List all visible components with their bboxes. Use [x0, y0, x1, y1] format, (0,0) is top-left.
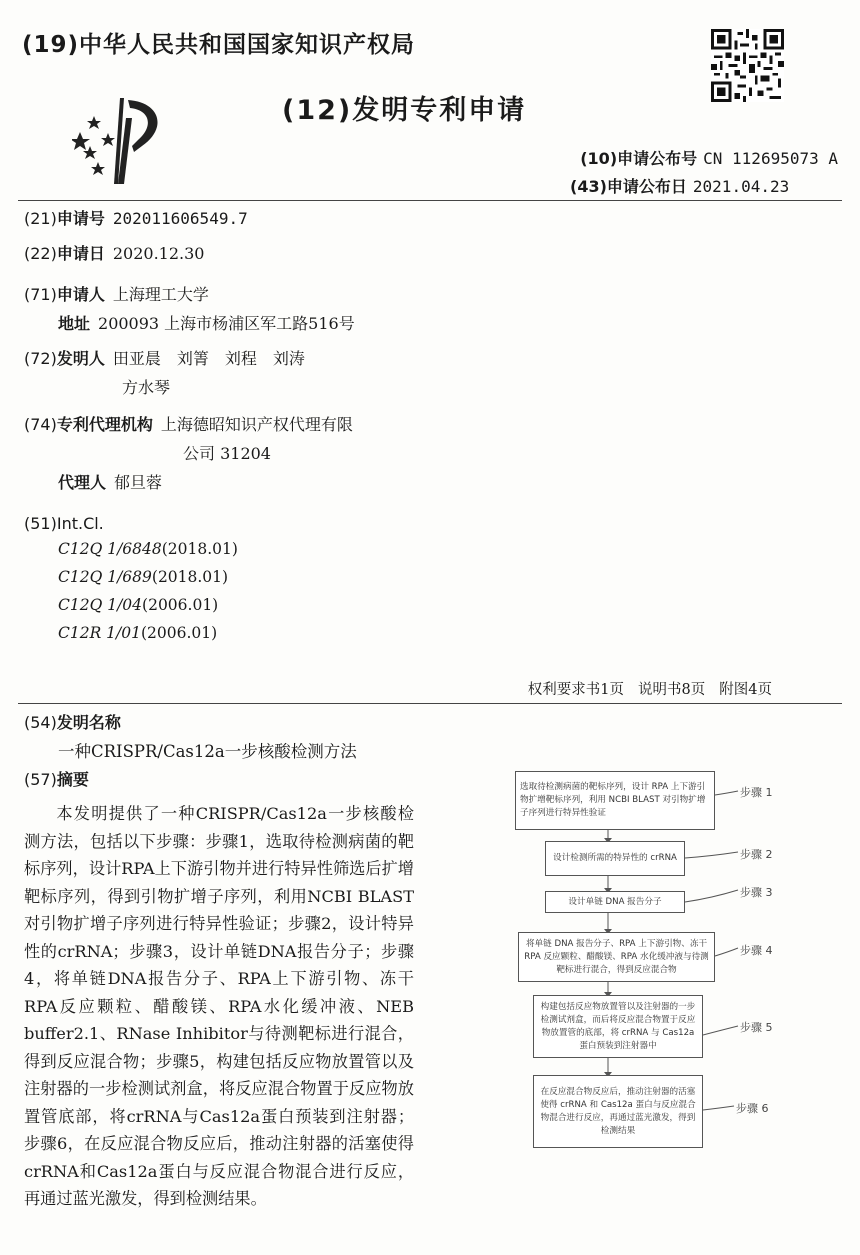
publication-number: CN 112695073 A	[703, 149, 838, 168]
flow-step-1-box: 选取待检测病菌的靶标序列，设计 RPA 上下游引物扩增靶标序列，利用 NCBI BLAST 对引物扩增子序列进行特异性验证	[515, 771, 715, 830]
agent: 郁旦蓉	[114, 473, 163, 492]
office-name: (19)中华人民共和国国家知识产权局	[22, 32, 416, 58]
abstract-heading	[24, 767, 97, 793]
invention-title: 一种CRISPR/Cas12a一步核酸检测方法	[58, 742, 357, 761]
drawing-pages: 附图4页	[719, 682, 772, 698]
address: 200093 上海市杨浦区军工路516号	[98, 314, 355, 333]
ipc-class: C12R 1/01	[58, 624, 141, 642]
cnipa-logo-icon	[72, 88, 182, 188]
section-divider	[18, 703, 842, 704]
agent-field	[58, 470, 162, 496]
flow-step-5-label: 步骤 5	[740, 1021, 773, 1034]
field-label: 专利代理机构	[56, 415, 153, 434]
claims-pages: 权利要求书1页	[527, 682, 625, 698]
abstract-text: 本发明提供了一种CRISPR/Cas12a一步核酸检测方法，包括以下步骤：步骤1，选取待检测病菌的靶标序列，设计RPA上下游引物并进行特异性筛选后扩增靶标序列，得到引物扩增子序列，利用NCBI BLAST对引物扩增子序列进行特异性验证；步骤2，设计特异性的crRNA；步骤3，设计单链DNA报告分子；步骤4，将单链DNA报告分子、RPA上下游引物、冻干RPA反应颗粒、醋酸镁、RPA水化缓冲液、NEB buffer2.1、RNase Inhibitor与待测靶标进行混合，得到反应混合物；步骤5，构建包括反应物放置管以及注射器的一步检测试剂盒，将反应混合物置于反应物放置管底部，将crRNA与Cas12a蛋白预装到注射器；步骤6，在反应混合物反应后，推动注射器的活塞使得crRNA和Cas12a蛋白与反应混合物混合进行反应，再通过蓝光激发，得到检测结果。	[24, 804, 414, 1208]
ipc-class: C12Q 1/6848	[58, 540, 162, 558]
header-divider	[18, 200, 842, 201]
agency-field	[24, 412, 353, 438]
applicant-field	[24, 282, 209, 308]
publication-number-label: (10)申请公布号	[580, 149, 698, 168]
intcl-label: Int.Cl.	[56, 514, 104, 533]
inventors-line-2: 方水琴	[122, 378, 171, 397]
ipc-version: (2018.01)	[161, 540, 238, 558]
field-code: (57)	[24, 770, 57, 789]
field-label: 地址	[58, 314, 91, 333]
flow-step-6-box: 在反应混合物反应后，推动注射器的活塞使得 crRNA 和 Cas12a 蛋白与反应混合物混合进行反应，再通过蓝光激发，得到检测结果	[533, 1075, 703, 1148]
inventors-field	[24, 346, 305, 372]
ipc-class: C12Q 1/04	[58, 596, 143, 614]
field-code: (74)	[24, 415, 57, 434]
publication-date-label: (43)申请公布日	[570, 177, 687, 196]
invention-title-heading	[24, 710, 129, 736]
field-code: (72)	[24, 349, 57, 368]
field-label: 申请日	[56, 244, 105, 263]
document-type: (12)发明专利申请	[282, 95, 527, 126]
inventors-line-1: 田亚晨 刘箐 刘程 刘涛	[112, 349, 305, 368]
publication-number-row	[580, 146, 838, 169]
qr-code-icon	[711, 29, 784, 102]
agency-line-1: 上海德昭知识产权代理有限	[160, 415, 353, 434]
applicant: 上海理工大学	[112, 285, 209, 304]
field-code: (71)	[24, 285, 57, 304]
intcl-field	[24, 511, 104, 537]
field-label: 申请人	[56, 285, 105, 304]
application-number: 202011606549.7	[112, 209, 248, 228]
field-label: 摘要	[56, 770, 89, 789]
flow-step-4-label: 步骤 4	[740, 944, 773, 957]
flow-step-1-label: 步骤 1	[740, 786, 773, 799]
page-counts	[514, 678, 772, 699]
flow-step-4-box: 将单链 DNA 报告分子、RPA 上下游引物、冻干 RPA 反应颗粒、醋酸镁、RPA 水化缓冲液与待测靶标进行混合，得到反应混合物	[518, 932, 715, 982]
field-label: 代理人	[58, 473, 107, 492]
application-date: 2020.12.30	[112, 244, 205, 263]
application-date-field	[24, 241, 204, 267]
field-label: 发明人	[56, 349, 105, 368]
ipc-version: (2006.01)	[142, 596, 219, 614]
publication-date-row	[570, 174, 789, 197]
field-label: 申请号	[56, 209, 105, 228]
application-number-field	[24, 206, 248, 232]
flow-step-6-label: 步骤 6	[736, 1102, 769, 1115]
flow-step-3-box: 设计单链 DNA 报告分子	[545, 891, 685, 913]
ipc-row	[58, 540, 238, 558]
flow-step-3-label: 步骤 3	[740, 886, 773, 899]
publication-date: 2021.04.23	[692, 177, 790, 196]
ipc-version: (2006.01)	[141, 624, 218, 642]
description-pages: 说明书8页	[638, 682, 706, 698]
agency-line-2: 公司 31204	[183, 444, 271, 463]
ipc-row	[58, 568, 228, 586]
field-code: (22)	[24, 244, 57, 263]
field-code: (21)	[24, 209, 57, 228]
ipc-row	[58, 624, 217, 642]
flow-step-2-label: 步骤 2	[740, 848, 773, 861]
address-field	[58, 311, 355, 337]
field-code: (54)	[24, 713, 57, 732]
field-label: 发明名称	[56, 713, 121, 732]
flow-step-5-box: 构建包括反应物放置管以及注射器的一步检测试剂盒，而后将反应混合物置于反应物放置管的底部，将 crRNA 与 Cas12a 蛋白预装到注射器中	[533, 995, 703, 1058]
ipc-class: C12Q 1/689	[58, 568, 152, 586]
ipc-row	[58, 596, 218, 614]
field-code: (51)	[24, 514, 57, 533]
ipc-version: (2018.01)	[151, 568, 229, 586]
flow-step-2-box: 设计检测所需的特异性的 crRNA	[545, 841, 685, 876]
